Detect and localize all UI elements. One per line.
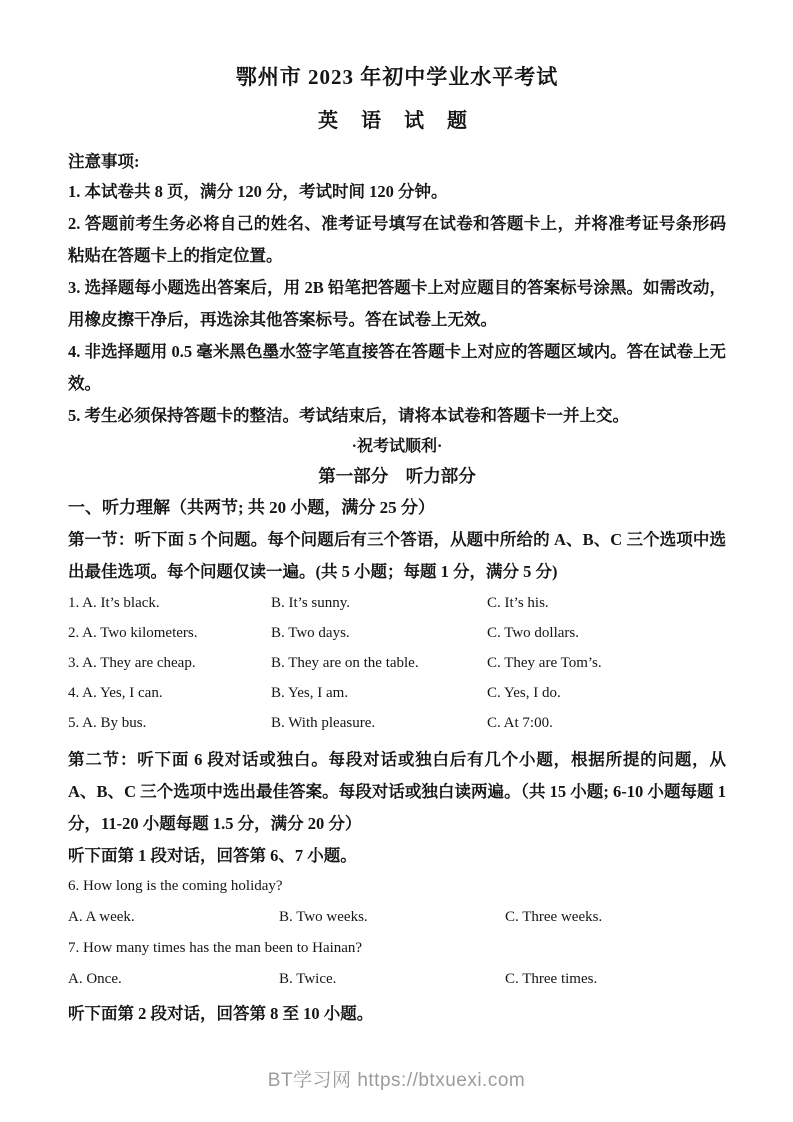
- part1-heading: 第一部分 听力部分: [318, 466, 476, 486]
- q7-option-a: A. Once.: [68, 971, 122, 987]
- notice-item-3: 3. 选择题每小题选出答案后，用 2B 铅笔把答题卡上对应题目的答案标号涂黑。如需改动，用橡皮擦干净后，再选涂其他答案标号。答在试卷上无效。: [68, 278, 726, 329]
- q5-option-b: B. With pleasure.: [271, 715, 376, 731]
- site-watermark: BT学习网 https://btxuexi.com: [267, 1070, 526, 1091]
- good-luck-line: ·祝考试顺利·: [351, 438, 443, 455]
- q4-option-a: 4. A. Yes, I can.: [68, 685, 163, 701]
- q4-option-b: B. Yes, I am.: [271, 685, 349, 701]
- q3-option-c: C. They are Tom’s.: [487, 655, 602, 671]
- q3-option-b: B. They are on the table.: [271, 655, 419, 671]
- q7-option-b: B. Twice.: [279, 971, 337, 987]
- q5-option-a: 5. A. By bus.: [68, 715, 147, 731]
- q1-option-c: C. It’s his.: [487, 595, 549, 611]
- notice-item-4: 4. 非选择题用 0.5 毫米黑色墨水签字笔直接答在答题卡上对应的答题区域内。答在试卷上无效。: [68, 342, 726, 393]
- listening-section-title: 一、听力理解（共两节; 共 20 小题，满分 25 分）: [68, 498, 435, 517]
- exam-title: 鄂州市 2023 年初中学业水平考试: [235, 65, 559, 89]
- notice-item-5: 5. 考生必须保持答题卡的整洁。考试结束后，请将本试卷和答题卡一并上交。: [68, 406, 629, 425]
- question-7-options: [68, 964, 726, 995]
- q6-option-a: A. A week.: [68, 909, 135, 925]
- question-7-text: 7. How many times has the man been to Hainan?: [68, 940, 363, 956]
- q5-option-c: C. At 7:00.: [487, 715, 553, 731]
- q7-option-c: C. Three times.: [505, 971, 598, 987]
- dialog1-prompt: 听下面第 1 段对话，回答第 6、7 小题。: [68, 846, 357, 865]
- q6-option-c: C. Three weeks.: [505, 909, 603, 925]
- q3-option-a: 3. A. They are cheap.: [68, 655, 196, 671]
- q2-option-c: C. Two dollars.: [487, 625, 580, 641]
- question-row-1: [68, 588, 726, 618]
- q6-option-b: B. Two weeks.: [279, 909, 368, 925]
- question-row-5: [68, 708, 726, 738]
- node2-intro: 第二节：听下面 6 段对话或独白。每段对话或独白后有几个小题，根据所提的问题，从 A、B、C 三个选项中选出最佳答案。每段对话或独白读两遍。（共 15 小题; 6-10 小题每题 1 分，11-20 小题每题 1.5 分，满分 20 分）: [68, 750, 726, 833]
- notice-item-1: 1. 本试卷共 8 页，满分 120 分，考试时间 120 分钟。: [68, 182, 448, 201]
- question-6-options: [68, 902, 726, 933]
- q1-option-a: 1. A. It’s black.: [68, 595, 160, 611]
- question-row-2: [68, 618, 726, 648]
- dialog2-prompt: 听下面第 2 段对话，回答第 8 至 10 小题。: [68, 1004, 374, 1023]
- question-row-3: [68, 648, 726, 678]
- exam-subject-title: 英 语 试 题: [318, 110, 476, 132]
- notice-heading: 注意事项:: [68, 152, 140, 171]
- question-6-text: 6. How long is the coming holiday?: [68, 878, 283, 894]
- node1-intro: 第一节：听下面 5 个问题。每个问题后有三个答语，从题中所给的 A、B、C 三个选项中选出最佳选项。每个问题仅读一遍。(共 5 小题；每题 1 分，满分 5 分): [68, 530, 726, 581]
- exam-content: [68, 62, 726, 1029]
- q2-option-a: 2. A. Two kilometers.: [68, 625, 198, 641]
- question-row-4: [68, 678, 726, 708]
- q4-option-c: C. Yes, I do.: [487, 685, 561, 701]
- q1-option-b: B. It’s sunny.: [271, 595, 351, 611]
- q2-option-b: B. Two days.: [271, 625, 350, 641]
- notice-item-2: 2. 答题前考生务必将自己的姓名、准考证号填写在试卷和答题卡上，并将准考证号条形码粘贴在答题卡上的指定位置。: [68, 214, 726, 265]
